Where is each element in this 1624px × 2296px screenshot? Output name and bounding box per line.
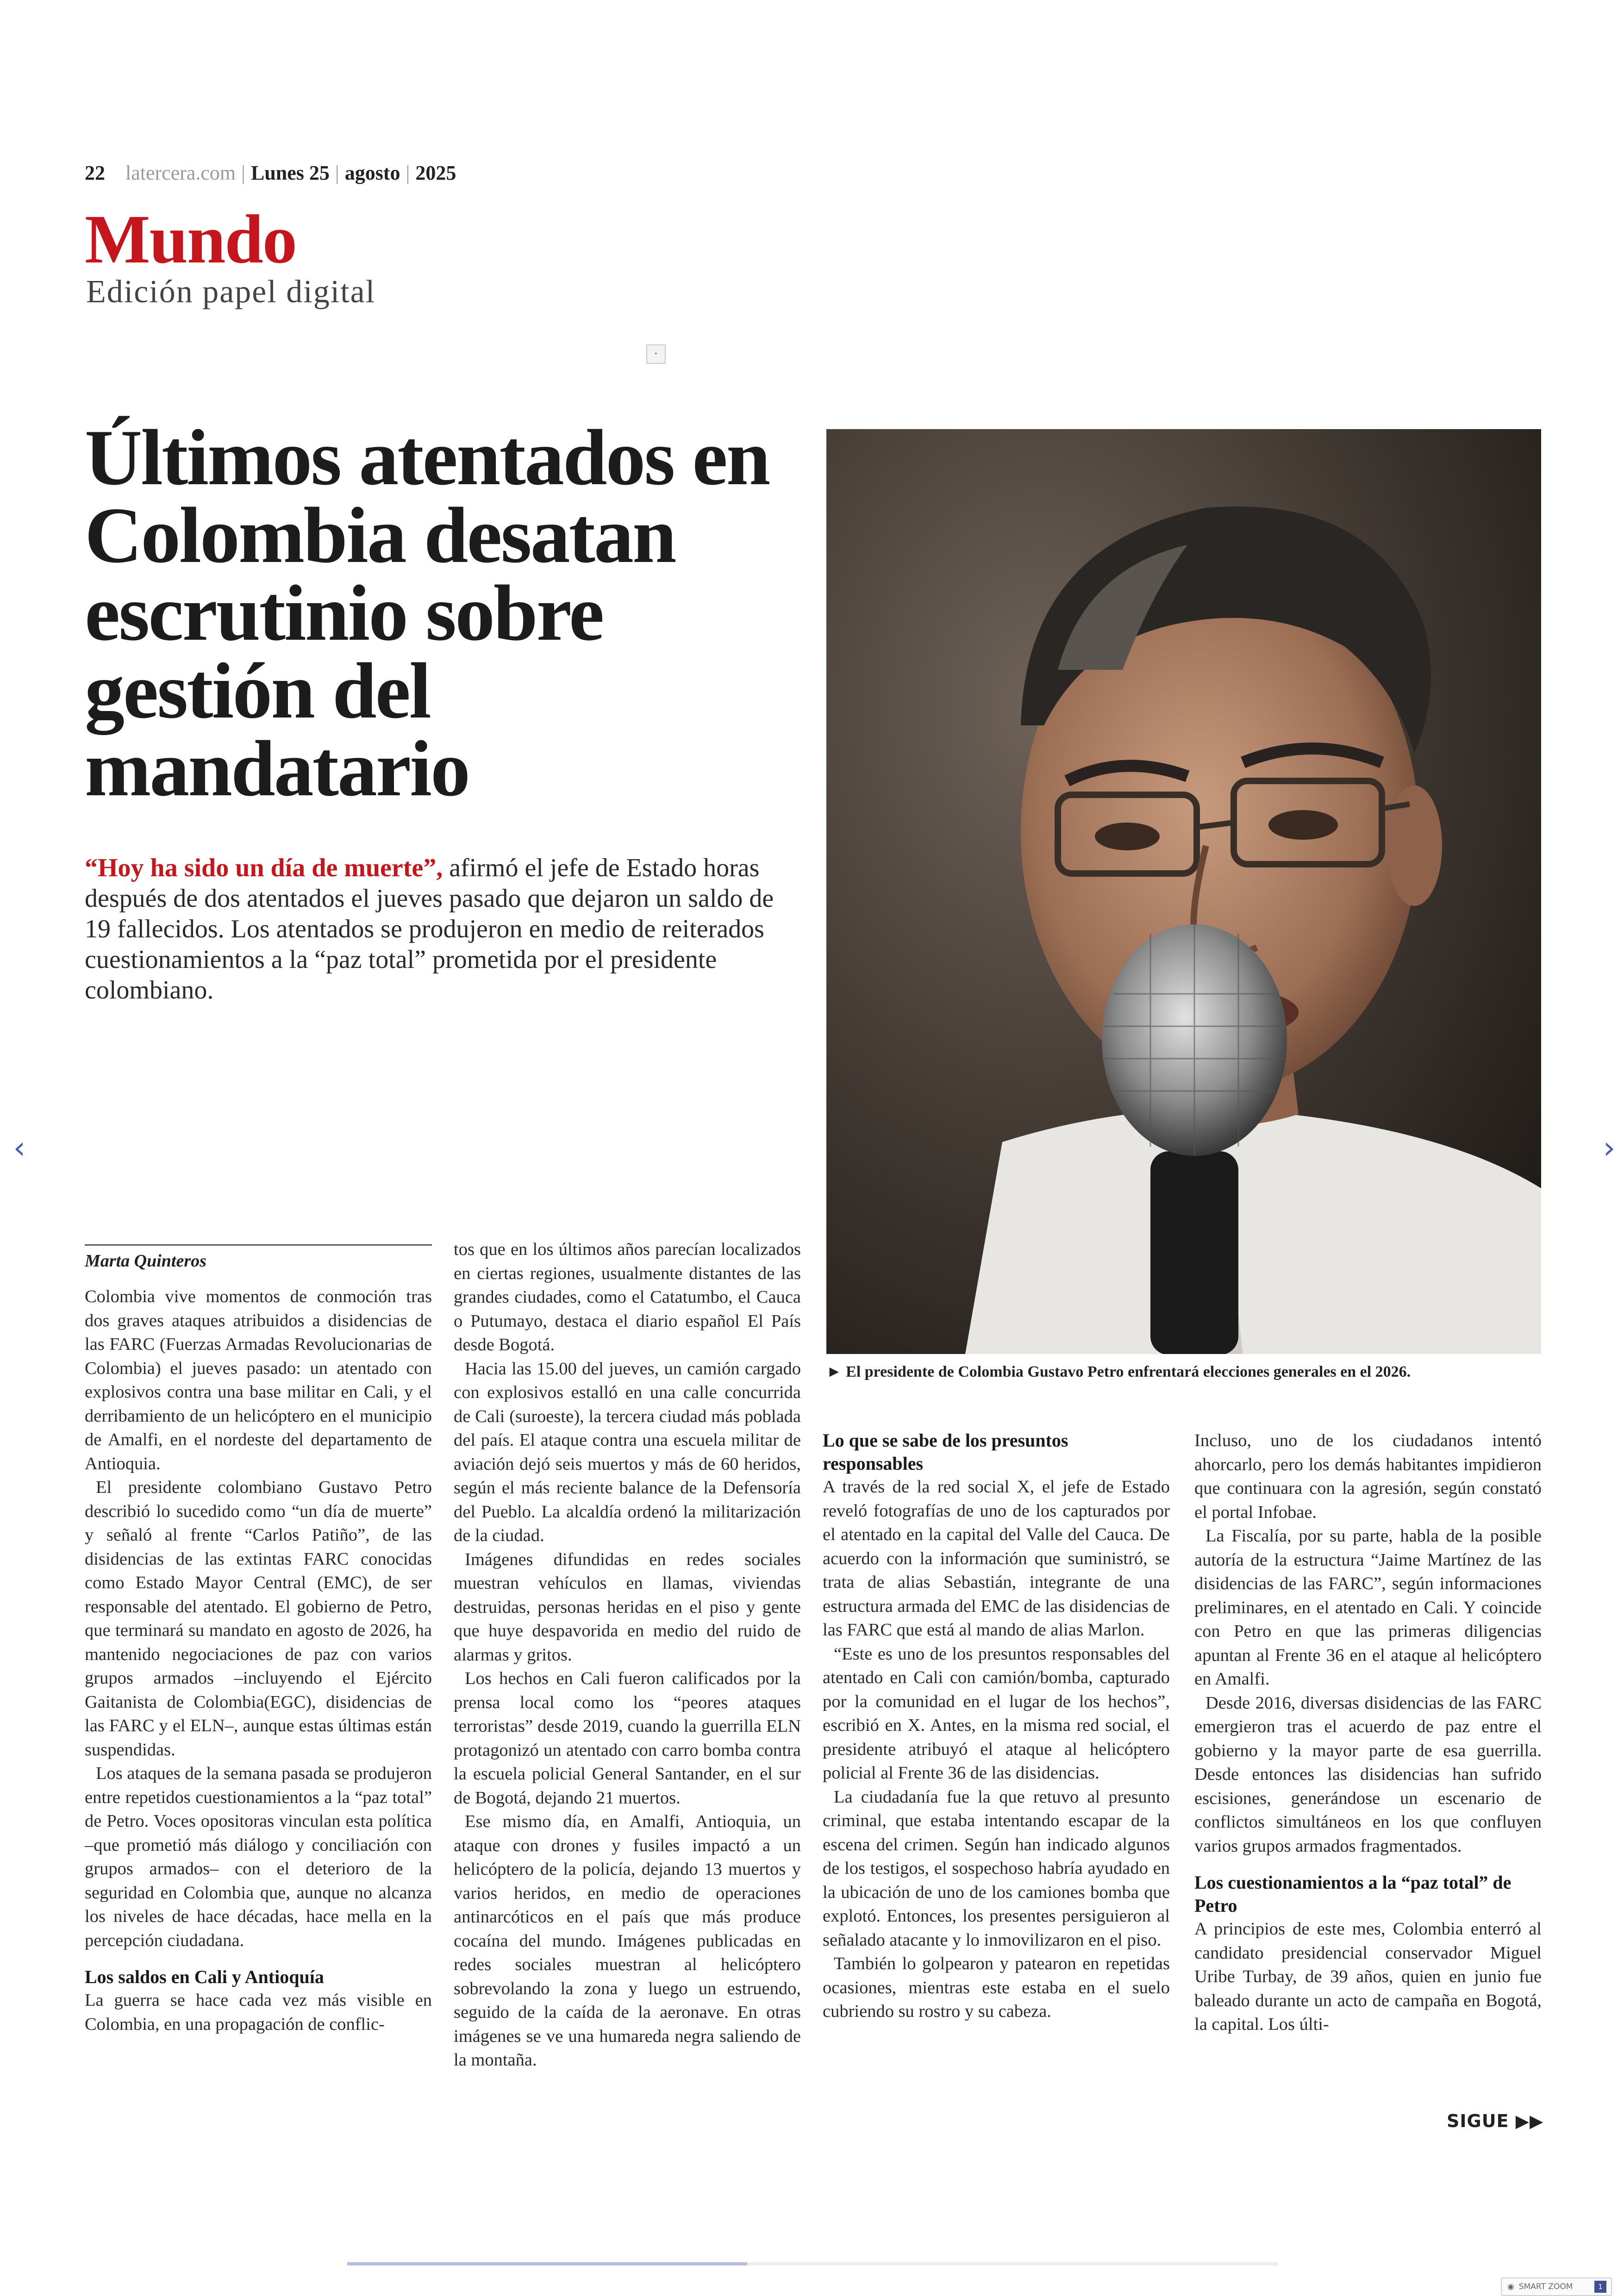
- subheading: Lo que se sabe de los presuntos responsables: [823, 1430, 1068, 1474]
- paragraph: A principios de este mes, Colombia enterró al candidato presidencial conservador Miguel Uribe Turbay, de 39 años, quien en junio fue baleado durante un acto de campaña en Bogotá, la capital. Los últi-: [1194, 1919, 1542, 2034]
- header-day: Lunes 25: [250, 162, 330, 184]
- portrait-illustration: [826, 429, 1541, 1354]
- paragraph: La ciudadanía fue la que retuvo al presunto criminal, que estaba intentando escapar de la escena del crimen. Según han indicado algunos de los testigos, el sospechoso habría ayudado en la ubicación de uno de los camiones bomba que explotó. Entonces, los presentes persiguieron al señalado atacante y lo inmovilizaron en el piso.: [823, 1787, 1170, 1950]
- chevron-right-icon[interactable]: ›: [1603, 1130, 1616, 1166]
- continue-label: SIGUE ▶▶: [1447, 2111, 1544, 2131]
- header-separator: |: [335, 162, 339, 184]
- paragraph: Hacia las 15.00 del jueves, un camión cargado con explosivos estalló en una calle concurrida de Cali (suroeste), la tercera ciudad más poblada del país. El ataque contra una escuela militar de aviación dejó seis muertos y más de 60 heridos, según el más reciente balance de la Defensoría del Pueblo. La alcaldía ordenó la militarización de la ciudad.: [454, 1359, 801, 1545]
- article-column-4: [1194, 1429, 1542, 2037]
- page-scrollbar-thumb[interactable]: [347, 2262, 747, 2265]
- byline-rule: [85, 1244, 432, 1246]
- header-year: 2025: [415, 162, 456, 184]
- chevron-left-icon[interactable]: ‹: [13, 1130, 26, 1166]
- article-photo: [826, 429, 1541, 1354]
- header-separator: |: [241, 162, 245, 184]
- paragraph: Los ataques de la semana pasada se produjeron entre repetidos cuestionamientos a la “paz total” de Petro. Voces opositoras vinculan esta política –que prometió más diálogo y conciliación con grupos armados– con el deterioro de la seguridad en Colombia que, aunque no alcanza los niveles de hace décadas, hace mella en la percepción ciudadana.: [85, 1764, 432, 1950]
- lead-paragraph: [85, 853, 788, 1005]
- subheading: Los saldos en Cali y Antioquía: [85, 1966, 324, 1987]
- paragraph: Desde 2016, diversas disidencias de las FARC emergieron tras el acuerdo de paz entre el gobierno y la mayor parte de esa guerrilla. Desde entonces las disidencias han sufrido escisiones, generándose un escenario de conflictos simultáneos en los que confluyen varios grupos armados fragmentados.: [1194, 1693, 1542, 1856]
- eye-icon: ◉: [1507, 2282, 1514, 2291]
- page-header: [85, 161, 456, 185]
- lead-text: afirmó el jefe de Estado horas después de dos atentados el jueves pasado que dejaron un saldo de 19 fallecidos. Los atentados se produjeron en medio de reiterados cuestionamientos a la “paz total” prometida por el presidente colombiano.: [85, 854, 774, 1004]
- article-column-2: [454, 1238, 801, 2072]
- site-name: latercera.com: [125, 162, 236, 184]
- header-month: agosto: [344, 162, 400, 184]
- zoom-level: 1: [1594, 2281, 1606, 2293]
- header-separator: |: [406, 162, 410, 184]
- page-number: 22: [85, 162, 105, 184]
- paragraph: También lo golpearon y patearon en repetidas ocasiones, mientras este estaba en el suelo cubriendo su rostro y su cabeza.: [823, 1954, 1170, 2021]
- byline: Marta Quinteros: [85, 1251, 206, 1271]
- paragraph: tos que en los últimos años parecían localizados en ciertas regiones, usualmente distantes de las grandes ciudades, como el Catatumbo, el Cauca o Putumayo, destaca el diario español El País desde Bogotá.: [454, 1240, 801, 1354]
- paragraph: Imágenes difundidas en redes sociales muestran vehículos en llamas, viviendas destruidas, personas heridas en el piso y gente que huye despavorida en medio del ruido de alarmas y gritos.: [454, 1549, 801, 1665]
- page-marker-icon: ▪: [646, 344, 666, 364]
- paragraph: Incluso, uno de los ciudadanos intentó ahorcarlo, pero los demás habitantes impidieron que continuara con la agresión, según constató el portal Infobae.: [1194, 1431, 1542, 1522]
- section-title: Mundo: [85, 201, 296, 278]
- smart-zoom-label: SMART ZOOM: [1518, 2282, 1573, 2291]
- paragraph: La guerra se hace cada vez más visible en Colombia, en una propagación de conflic-: [85, 1990, 432, 2034]
- article-column-1: [85, 1285, 432, 2036]
- paragraph: La Fiscalía, por su parte, habla de la posible autoría de la estructura “Jaime Martínez de las disidencias de las FARC”, según informaciones preliminares, en el atentado en Cali. Y coincide con Petro en que las primeras diligencias apuntan al Frente 36 en el ataque al helicóptero en Amalfi.: [1194, 1526, 1542, 1689]
- paragraph: “Este es uno de los presuntos responsables del atentado en Cali con camión/bomba, capturado por la comunidad en el lugar de los hechos”, escribió en X. Antes, en la misma red social, el presidente atribuyó el ataque al helicóptero policial al Frente 36 de las disidencias.: [823, 1644, 1170, 1783]
- paragraph: Los hechos en Cali fueron calificados por la prensa local como los “peores ataques terroristas” desde 2019, cuando la guerrilla ELN protagonizó un atentado con carro bomba contra la escuela policial General Santander, en el sur de Bogotá, dejando 21 muertos.: [454, 1669, 801, 1808]
- headline: Últimos atentados en Colombia desatan escrutinio sobre gestión del mandatario: [85, 414, 769, 813]
- subheading: Los cuestionamientos a la “paz total” de Petro: [1194, 1872, 1512, 1916]
- paragraph: A través de la red social X, el jefe de Estado reveló fotografías de uno de los capturados por el atentado en la capital del Valle del Cauca. De acuerdo con la información que suministró, se trata de alias Sebastián, integrante de una estructura armada del EMC de las disidencias de las FARC que está al mando de alias Marlon.: [823, 1477, 1170, 1640]
- lead-quote: “Hoy ha sido un día de muerte”,: [85, 854, 443, 882]
- photo-caption: ► El presidente de Colombia Gustavo Petro enfrentará elecciones generales en el 2026.: [826, 1363, 1411, 1380]
- article-column-3: [823, 1429, 1170, 2024]
- paragraph: Colombia vive momentos de conmoción tras dos graves ataques atribuidos a disidencias de las FARC (Fuerzas Armadas Revolucionarias de Colombia) el jueves pasado: un atentado con explosivos contra una base militar en Cali, y el derribamiento de un helicóptero en el municipio de Amalfi, en el nordeste del departamento de Antioquia.: [85, 1287, 432, 1473]
- paragraph: Ese mismo día, en Amalfi, Antioquia, un ataque con drones y fusiles impactó a un helicóptero de la policía, dejando 13 muertos y varios heridos, en medio de operaciones antinarcóticos en el país que más produce cocaína del mundo. Imágenes publicadas en redes sociales muestran al helicóptero sobrevolando la zona y luego un estruendo, seguido de la caída de la aeronave. En otras imágenes se ve una humareda negra saliendo de la montaña.: [454, 1812, 801, 2070]
- paragraph: El presidente colombiano Gustavo Petro describió lo sucedido como “un día de muerte” y señaló al frente “Carlos Patiño”, de las disidencias de las extintas FARC conocidas como Estado Mayor Central (EMC), de ser responsable del atentado. El gobierno de Petro, que terminará su mandato en agosto de 2026, ha mantenido negociaciones de paz con varios grupos armados –incluyendo el Ejército Gaitanista de Colombia(EGC), disidencias de las FARC y el ELN–, aunque estas últimas están suspendidas.: [85, 1478, 432, 1759]
- smart-zoom-button[interactable]: [1501, 2277, 1612, 2296]
- edition-label: Edición papel digital: [86, 274, 376, 310]
